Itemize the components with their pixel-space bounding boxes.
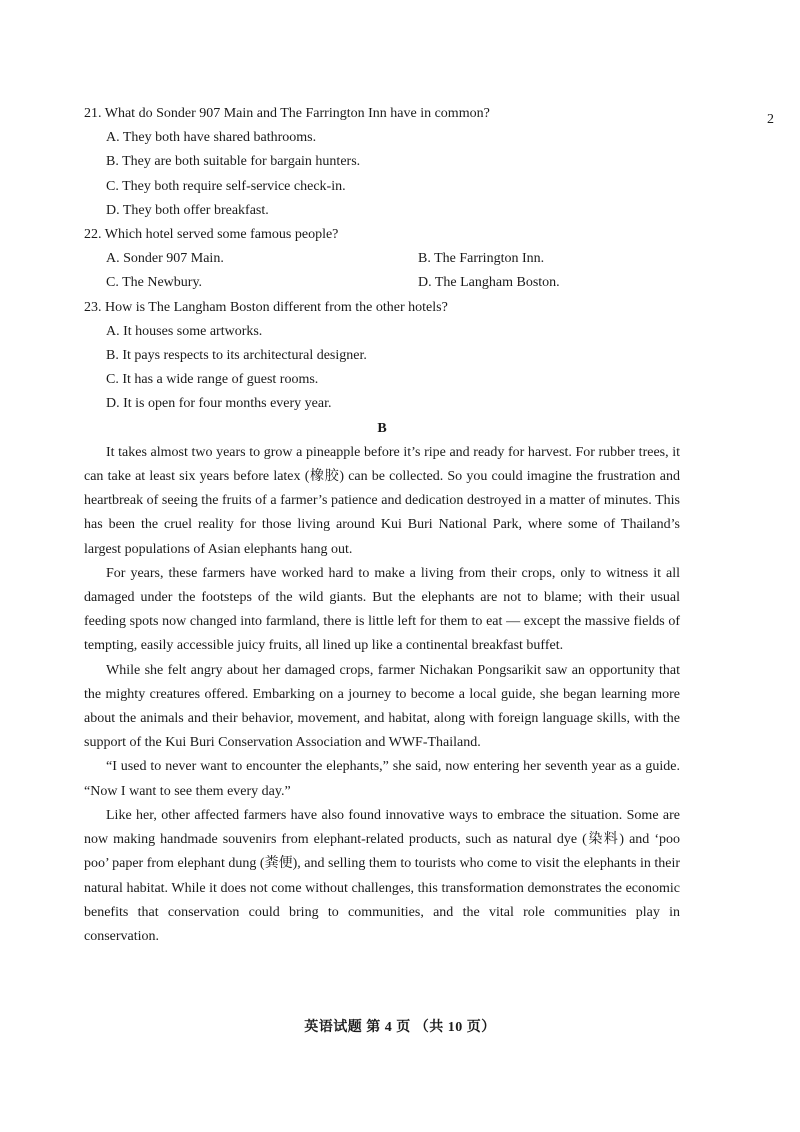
paragraph-3: While she felt angry about her damaged crops, farmer Nichakan Pongsarikit saw an opportunity that the mighty creatures offered. Embarking on a journey to become a local guide, she began learning more about the animals and their behavior, movement, and habitat, along with foreign language skills, with the support of the Kui Buri Conservation Association and WWF-Thailand. (84, 662, 680, 751)
option-b: B. They are both suitable for bargain hunters. (106, 154, 361, 170)
option-a: A. They both have shared bathrooms. (106, 130, 317, 146)
question-stem: 22. Which hotel served some famous people? (84, 227, 339, 243)
option-c: C. It has a wide range of guest rooms. (106, 372, 319, 388)
option-grid (84, 247, 680, 295)
paragraph-1: It takes almost two years to grow a pineapple before it’s ripe and ready for harvest. For rubber trees, it can take at least six years before latex (橡胶) can be collected. So you could imagine the frustration and heartbreak of seeing the fruits of a farmer’s patience and dedication destroyed in a matter of minutes. This has been the cruel reality for those living around Kui Buri National Park, where some of Thailand’s largest populations of Asian elephants hang out. (84, 444, 680, 557)
corner-page-number: 2 (767, 112, 774, 127)
option-a: A. It houses some artworks. (106, 323, 263, 339)
option-d: D. It is open for four months every year. (106, 396, 332, 412)
question-stem: 23. How is The Langham Boston different from the other hotels? (84, 299, 448, 315)
paragraph-2: For years, these farmers have worked hard to make a living from their crops, only to witness it all damaged under the footsteps of the wild giants. But the elephants are not to blame; with their usual feeding spots now changed into farmland, there is little left for them to eat — except the massive fields of tempting, easily accessible juicy fruits, all lined up like a continental breakfast buffet. (84, 565, 680, 654)
paragraph-4: “I used to never want to encounter the elephants,” she said, now entering her seventh year as a guide. “Now I want to see them every day.” (84, 759, 680, 799)
question-22 (84, 223, 680, 296)
section-title: B (377, 420, 387, 436)
option-b: B. The Farrington Inn. (418, 251, 545, 267)
question-23 (84, 296, 680, 417)
page-content (84, 102, 680, 949)
option-b: B. It pays respects to its architectural designer. (106, 348, 367, 364)
paragraph-5: Like her, other affected farmers have also found innovative ways to embrace the situation. Some are now making handmade souvenirs from elephant-related products, such as natural dye (染料) and ‘poo poo’ paper from elephant dung (粪便), and selling them to tourists who come to visit the elephants in their natural habitat. While it does not come without challenges, this transformation demonstrates the economic benefits that conservation could bring to communities, and the vital role communities play in conservation. (84, 807, 680, 944)
option-a: A. Sonder 907 Main. (106, 251, 224, 267)
option-c: C. They both require self-service check-in. (106, 178, 346, 194)
option-c: C. The Newbury. (106, 275, 203, 291)
option-d: D. The Langham Boston. (418, 275, 560, 291)
question-stem: 21. What do Sonder 907 Main and The Farrington Inn have in common? (84, 106, 490, 121)
page-footer: 英语试题 第 4 页 （共 10 页） (304, 1020, 496, 1035)
question-21 (84, 102, 680, 223)
option-d: D. They both offer breakfast. (106, 202, 269, 218)
